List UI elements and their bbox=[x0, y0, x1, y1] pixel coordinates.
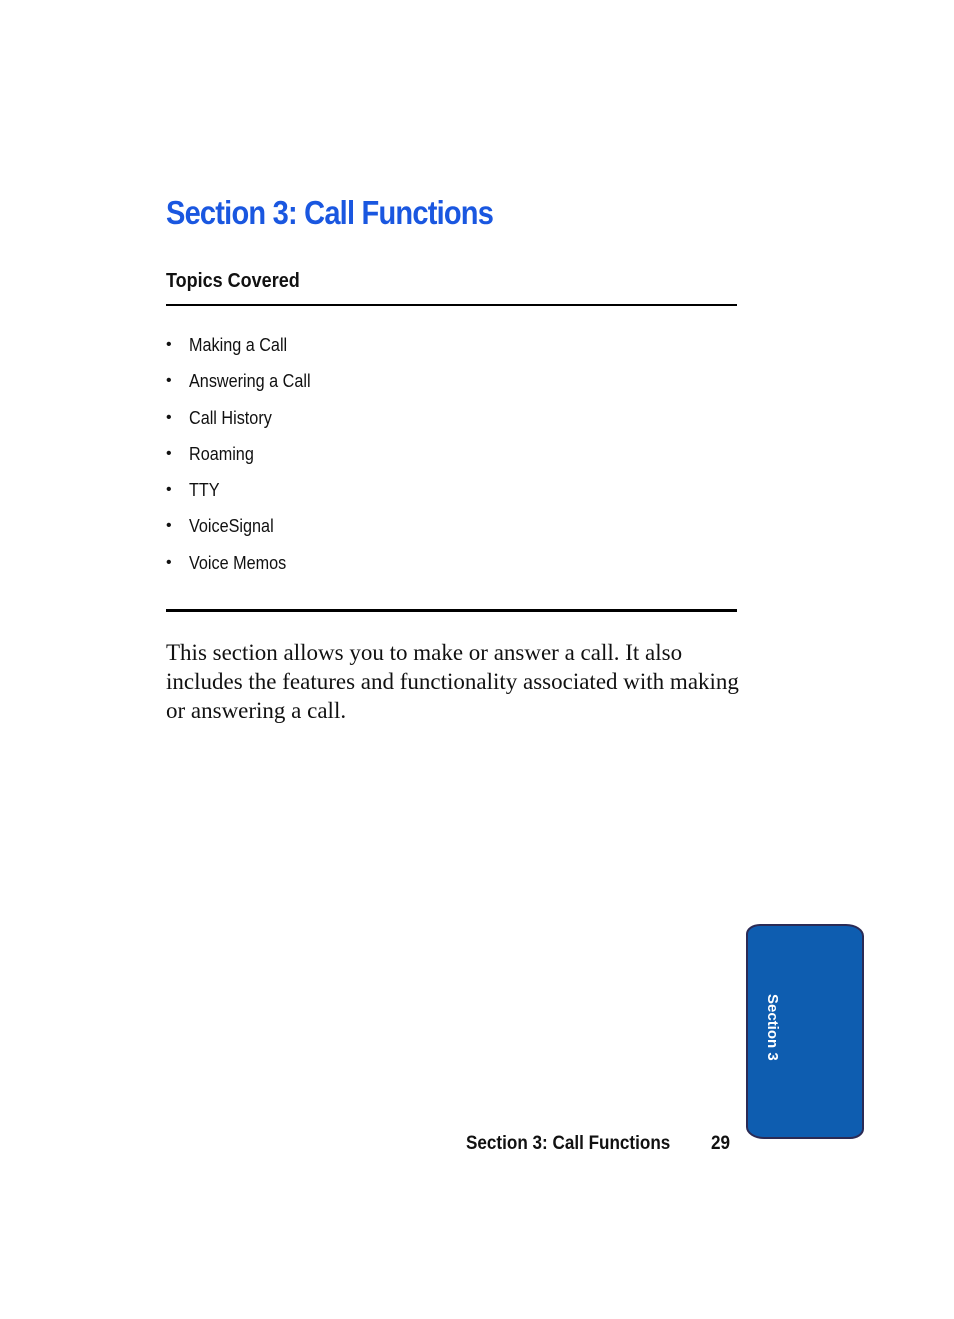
topics-top-rule bbox=[166, 304, 737, 306]
bullet-icon: • bbox=[166, 517, 172, 535]
topic-label: Answering a Call bbox=[189, 371, 311, 392]
bullet-icon: • bbox=[166, 408, 172, 426]
list-item bbox=[166, 479, 324, 515]
list-item bbox=[166, 407, 324, 443]
list-item bbox=[166, 552, 324, 588]
topics-bottom-rule bbox=[166, 609, 737, 612]
topic-label: VoiceSignal bbox=[189, 516, 274, 537]
topic-list bbox=[166, 334, 324, 588]
topic-label: Roaming bbox=[189, 443, 254, 464]
section-side-tab bbox=[746, 924, 864, 1139]
intro-paragraph: This section allows you to make or answer a call. It also includes the features and functionality associated with making or answering a call. bbox=[166, 640, 739, 723]
page-title: Section 3: Call Functions bbox=[166, 194, 494, 231]
bullet-icon: • bbox=[166, 336, 172, 353]
side-tab-label: Section 3 bbox=[764, 994, 781, 1061]
bullet-icon: • bbox=[166, 553, 172, 571]
footer-page-number: 29 bbox=[711, 1133, 731, 1154]
list-item bbox=[166, 515, 324, 551]
topic-label: Voice Memos bbox=[189, 552, 287, 573]
bullet-icon: • bbox=[166, 481, 172, 499]
topic-label: Call History bbox=[189, 407, 272, 428]
topic-label: Making a Call bbox=[189, 335, 288, 355]
list-item bbox=[166, 443, 324, 479]
bullet-icon: • bbox=[166, 444, 172, 462]
list-item bbox=[166, 334, 324, 370]
list-item bbox=[166, 370, 324, 406]
topic-label: TTY bbox=[189, 480, 220, 501]
bullet-icon: • bbox=[166, 372, 172, 390]
topics-heading: Topics Covered bbox=[166, 270, 300, 292]
footer-section-title: Section 3: Call Functions bbox=[466, 1133, 671, 1154]
